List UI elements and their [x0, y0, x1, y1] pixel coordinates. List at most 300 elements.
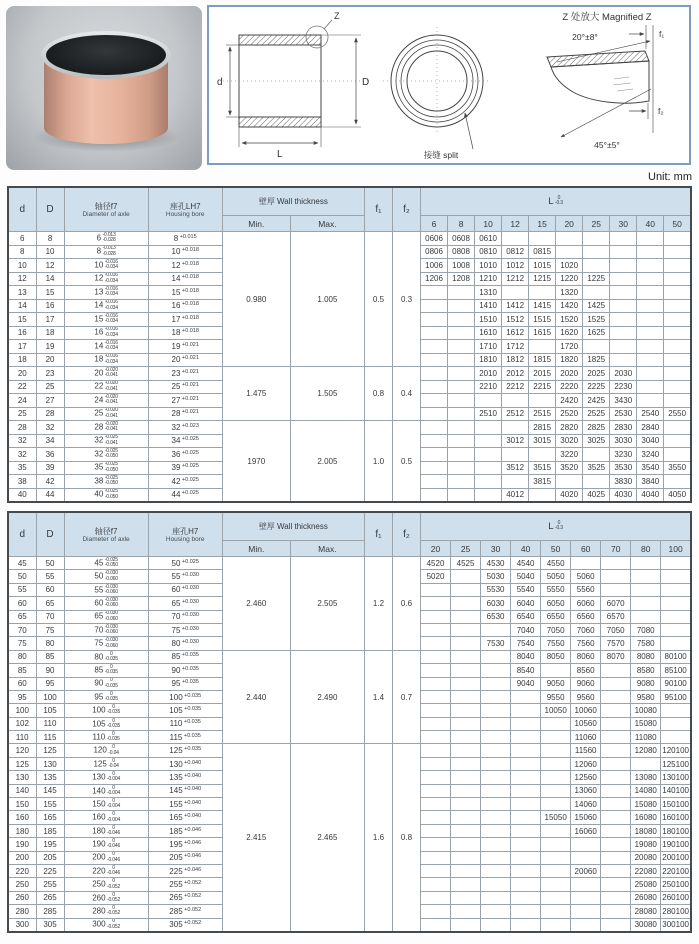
cell-part-number: 0608: [448, 232, 475, 246]
cell-part-number: [511, 824, 541, 837]
cell-D: 105: [36, 704, 64, 717]
cell-D: 110: [36, 717, 64, 730]
cell-wall-max: 2.490: [290, 650, 364, 744]
cell-part-number: [541, 838, 571, 851]
cell-axle-diameter: 160 0 -0.004: [64, 811, 148, 824]
cell-part-number: [583, 340, 610, 354]
cell-part-number: [637, 380, 664, 394]
cell-part-number: [481, 623, 511, 636]
cell-part-number: [421, 851, 451, 864]
cell-axle-diameter: 8 -0.013 -0.028: [64, 245, 148, 259]
cell-f1: 0.5: [364, 232, 392, 367]
cell-part-number: 2525: [583, 407, 610, 421]
cell-wall-min: 2.460: [222, 557, 290, 651]
col-header-length: 30: [481, 541, 511, 557]
cell-part-number: 1812: [502, 353, 529, 367]
cell-axle-diameter: 90 0 -0.035: [64, 677, 148, 690]
cell-d: 18: [8, 353, 36, 367]
cell-D: 85: [36, 650, 64, 663]
cell-part-number: [610, 340, 637, 354]
cell-part-number: 1015: [529, 259, 556, 273]
cell-part-number: 3040: [637, 434, 664, 448]
cell-part-number: 2220: [556, 380, 583, 394]
cell-part-number: [511, 771, 541, 784]
cell-part-number: 1012: [502, 259, 529, 273]
cell-part-number: 2020: [556, 367, 583, 381]
cell-part-number: [511, 918, 541, 932]
cell-part-number: [421, 380, 448, 394]
cell-part-number: [451, 731, 481, 744]
cell-part-number: [451, 891, 481, 904]
cell-housing-bore: 130 $^{+0.040}$: [148, 757, 222, 770]
cell-part-number: [541, 744, 571, 757]
cell-axle-diameter: 65 -0.030 -0.060: [64, 610, 148, 623]
cell-part-number: [601, 878, 631, 891]
cell-part-number: [481, 905, 511, 918]
cell-part-number: [481, 717, 511, 730]
cell-housing-bore: 100 $^{+0.035}$: [148, 690, 222, 703]
table-row: [8, 650, 691, 663]
cell-part-number: 26080: [631, 891, 661, 904]
cell-part-number: 1410: [475, 299, 502, 313]
cell-part-number: [421, 299, 448, 313]
cell-part-number: 3030: [610, 434, 637, 448]
cell-part-number: 7560: [571, 637, 601, 650]
cell-part-number: [502, 394, 529, 408]
cell-part-number: [451, 744, 481, 757]
cell-axle-diameter: 14 -0.016 -0.034: [64, 340, 148, 354]
col-header-length: 40: [511, 541, 541, 557]
cell-part-number: [421, 824, 451, 837]
cell-D: 130: [36, 757, 64, 770]
cell-part-number: 1815: [529, 353, 556, 367]
cell-part-number: 8080: [631, 650, 661, 663]
cell-housing-bore: 165 $^{+0.040}$: [148, 811, 222, 824]
cell-axle-diameter: 16 -0.016 -0.034: [64, 326, 148, 340]
cell-part-number: [481, 677, 511, 690]
cell-part-number: 2515: [529, 407, 556, 421]
cell-part-number: [631, 570, 661, 583]
cell-part-number: [610, 272, 637, 286]
cell-part-number: [451, 838, 481, 851]
cell-part-number: 1510: [475, 313, 502, 327]
cell-part-number: 6030: [481, 597, 511, 610]
cell-part-number: [529, 340, 556, 354]
col-header-D: D: [36, 512, 64, 557]
cell-D: 95: [36, 677, 64, 690]
cell-D: 185: [36, 824, 64, 837]
cell-part-number: 4012: [502, 488, 529, 502]
cell-part-number: [421, 488, 448, 502]
cell-part-number: 2215: [529, 380, 556, 394]
cell-D: 10: [36, 245, 64, 259]
cell-D: 90: [36, 664, 64, 677]
cell-part-number: 11060: [571, 731, 601, 744]
dimension-table-large-sizes: [7, 511, 692, 933]
cell-part-number: [601, 677, 631, 690]
cell-part-number: [451, 811, 481, 824]
cell-part-number: [664, 245, 691, 259]
cell-part-number: [541, 878, 571, 891]
cell-part-number: 160100: [661, 811, 691, 824]
cell-D: 65: [36, 597, 64, 610]
cell-d: 17: [8, 340, 36, 354]
cell-part-number: 9580: [631, 690, 661, 703]
cell-part-number: 4530: [481, 557, 511, 570]
cell-part-number: [448, 286, 475, 300]
cell-housing-bore: 85 $^{+0.035}$: [148, 650, 222, 663]
cell-d: 35: [8, 461, 36, 475]
cell-part-number: [637, 326, 664, 340]
cell-part-number: [448, 461, 475, 475]
cell-part-number: [661, 637, 691, 650]
cell-part-number: 15080: [631, 717, 661, 730]
col-header-length: 50: [664, 216, 691, 232]
cell-part-number: [631, 597, 661, 610]
cell-part-number: 6550: [541, 610, 571, 623]
cell-d: 60: [8, 677, 36, 690]
cell-D: 8: [36, 232, 64, 246]
cell-axle-diameter: 14 -0.016 -0.034: [64, 299, 148, 313]
cell-D: 145: [36, 784, 64, 797]
cell-part-number: 1208: [448, 272, 475, 286]
cell-part-number: [610, 326, 637, 340]
col-header-length: 25: [583, 216, 610, 232]
cell-part-number: 22080: [631, 864, 661, 877]
cell-part-number: 2510: [475, 407, 502, 421]
cell-part-number: [502, 475, 529, 489]
cell-part-number: [421, 340, 448, 354]
cell-housing-bore: 105 $^{+0.035}$: [148, 704, 222, 717]
cell-part-number: 1212: [502, 272, 529, 286]
cell-axle-diameter: 18 -0.016 -0.034: [64, 353, 148, 367]
cell-part-number: [601, 918, 631, 932]
cell-d: 15: [8, 313, 36, 327]
col-header-wall-thickness: 壁厚 Wall thickness: [222, 187, 364, 216]
cell-part-number: 3530: [610, 461, 637, 475]
cell-part-number: 13060: [571, 784, 601, 797]
cell-part-number: [421, 353, 448, 367]
cell-part-number: [481, 878, 511, 891]
cell-part-number: [610, 232, 637, 246]
cell-part-number: [661, 623, 691, 636]
col-header-f2: f₂: [392, 187, 420, 232]
cell-f2: 0.6: [392, 557, 420, 651]
cell-part-number: [583, 286, 610, 300]
table-row: [8, 421, 691, 435]
label-d: d: [217, 77, 223, 88]
cell-part-number: [511, 864, 541, 877]
cell-part-number: 3025: [583, 434, 610, 448]
cell-part-number: [601, 771, 631, 784]
cell-part-number: 8540: [511, 664, 541, 677]
col-header-d: d: [8, 187, 36, 232]
col-header-length: 25: [451, 541, 481, 557]
cell-axle-diameter: 45 -0.025 -0.050: [64, 557, 148, 570]
cell-part-number: [421, 664, 451, 677]
cell-part-number: 125100: [661, 757, 691, 770]
cell-part-number: [511, 744, 541, 757]
cell-f2: 0.8: [392, 744, 420, 932]
cell-part-number: 250100: [661, 878, 691, 891]
cell-axle-diameter: 15 -0.016 -0.034: [64, 313, 148, 327]
cell-axle-diameter: 10 -0.016 -0.034: [64, 259, 148, 273]
cell-part-number: [664, 394, 691, 408]
cell-part-number: [637, 259, 664, 273]
cell-part-number: [451, 918, 481, 932]
cell-part-number: 1710: [475, 340, 502, 354]
cell-d: 100: [8, 704, 36, 717]
cell-part-number: [601, 811, 631, 824]
cell-housing-bore: 36 $^{+0.025}$: [148, 448, 222, 462]
cell-part-number: [421, 597, 451, 610]
cell-part-number: 2025: [583, 367, 610, 381]
cell-D: 70: [36, 610, 64, 623]
cell-housing-bore: 23 $^{+0.021}$: [148, 367, 222, 381]
cell-part-number: 1020: [556, 259, 583, 273]
cell-d: 110: [8, 731, 36, 744]
cell-part-number: [571, 851, 601, 864]
cell-D: 14: [36, 272, 64, 286]
cell-part-number: [664, 475, 691, 489]
cell-axle-diameter: 190 0 -0.046: [64, 838, 148, 851]
cell-part-number: [661, 731, 691, 744]
cell-axle-diameter: 55 -0.030 -0.060: [64, 583, 148, 596]
cell-part-number: [661, 557, 691, 570]
f2-label: f₂: [658, 106, 664, 116]
cell-part-number: [451, 583, 481, 596]
cell-part-number: 5550: [541, 583, 571, 596]
cell-part-number: [421, 461, 448, 475]
cell-part-number: 0812: [502, 245, 529, 259]
cell-part-number: [451, 864, 481, 877]
cell-part-number: [661, 717, 691, 730]
cell-part-number: 4020: [556, 488, 583, 502]
cell-part-number: 1610: [475, 326, 502, 340]
cell-part-number: [481, 704, 511, 717]
cell-part-number: [529, 286, 556, 300]
cell-d: 22: [8, 380, 36, 394]
cell-part-number: [451, 623, 481, 636]
cell-part-number: [601, 744, 631, 757]
cell-part-number: 5030: [481, 570, 511, 583]
cell-part-number: [448, 475, 475, 489]
cell-axle-diameter: 220 0 -0.046: [64, 864, 148, 877]
col-header-length: 15: [529, 216, 556, 232]
cell-axle-diameter: 25 -0.020 -0.041: [64, 407, 148, 421]
cell-part-number: 9080: [631, 677, 661, 690]
cell-part-number: 10560: [571, 717, 601, 730]
cell-part-number: 15060: [571, 811, 601, 824]
cell-housing-bore: 205 $^{+0.046}$: [148, 851, 222, 864]
cell-part-number: 6560: [571, 610, 601, 623]
cell-D: 225: [36, 864, 64, 877]
cell-housing-bore: 15 $^{+0.018}$: [148, 286, 222, 300]
cell-part-number: [451, 704, 481, 717]
cell-d: 38: [8, 475, 36, 489]
cell-D: 135: [36, 771, 64, 784]
cell-f1: 1.6: [364, 744, 392, 932]
cell-part-number: [541, 731, 571, 744]
cell-part-number: 2820: [556, 421, 583, 435]
cell-part-number: 2520: [556, 407, 583, 421]
cell-d: 25: [8, 407, 36, 421]
cell-part-number: [583, 448, 610, 462]
cell-housing-bore: 75 $^{+0.030}$: [148, 623, 222, 636]
table-row: [8, 232, 691, 246]
cell-d: 250: [8, 878, 36, 891]
col-header-length: 12: [502, 216, 529, 232]
cell-part-number: 5530: [481, 583, 511, 596]
cell-wall-min: 1.475: [222, 367, 290, 421]
cell-f2: 0.7: [392, 650, 420, 744]
cell-f2: 0.4: [392, 367, 420, 421]
cell-part-number: 95100: [661, 690, 691, 703]
cell-part-number: [637, 299, 664, 313]
cell-f1: 1.4: [364, 650, 392, 744]
cell-part-number: [451, 784, 481, 797]
cell-part-number: 2550: [664, 407, 691, 421]
cell-part-number: [541, 891, 571, 904]
cell-part-number: [541, 798, 571, 811]
cell-part-number: 0810: [475, 245, 502, 259]
cell-part-number: 2530: [610, 407, 637, 421]
col-header-f2: f₂: [392, 512, 420, 557]
cell-part-number: 1220: [556, 272, 583, 286]
label-D: D: [362, 77, 370, 88]
cell-part-number: 130100: [661, 771, 691, 784]
cell-part-number: [421, 623, 451, 636]
cell-part-number: 1712: [502, 340, 529, 354]
cell-part-number: [481, 731, 511, 744]
cell-part-number: [541, 784, 571, 797]
cell-part-number: [661, 610, 691, 623]
cell-part-number: 7570: [601, 637, 631, 650]
cell-part-number: [448, 340, 475, 354]
cell-part-number: [601, 717, 631, 730]
cell-part-number: [664, 421, 691, 435]
cell-d: 50: [8, 570, 36, 583]
cell-part-number: [502, 448, 529, 462]
cell-part-number: [421, 784, 451, 797]
cell-part-number: [448, 326, 475, 340]
cell-part-number: [571, 557, 601, 570]
cell-part-number: 1310: [475, 286, 502, 300]
cell-part-number: [421, 918, 451, 932]
cell-housing-bore: 305 $^{+0.052}$: [148, 918, 222, 932]
cell-D: 18: [36, 326, 64, 340]
cell-part-number: 3230: [610, 448, 637, 462]
cell-part-number: 19080: [631, 838, 661, 851]
cell-part-number: 15050: [541, 811, 571, 824]
col-header-max: Max.: [290, 216, 364, 232]
col-header-min: Min.: [222, 541, 290, 557]
cell-housing-bore: 12 $^{+0.018}$: [148, 259, 222, 273]
cell-part-number: 1412: [502, 299, 529, 313]
cell-part-number: [664, 272, 691, 286]
cell-part-number: [421, 313, 448, 327]
cell-part-number: 16080: [631, 811, 661, 824]
cell-part-number: [511, 717, 541, 730]
cell-part-number: [421, 878, 451, 891]
cell-part-number: [571, 878, 601, 891]
cell-D: 16: [36, 299, 64, 313]
cell-part-number: [664, 326, 691, 340]
cell-part-number: 7040: [511, 623, 541, 636]
cell-part-number: [451, 637, 481, 650]
cell-part-number: 4520: [421, 557, 451, 570]
cell-d: 220: [8, 864, 36, 877]
cell-D: 115: [36, 731, 64, 744]
cell-housing-bore: 10 $^{+0.018}$: [148, 245, 222, 259]
cell-part-number: [451, 878, 481, 891]
cell-part-number: [631, 583, 661, 596]
cell-D: 205: [36, 851, 64, 864]
cell-axle-diameter: 180 0 -0.046: [64, 824, 148, 837]
split-label: 接缝 split: [423, 150, 459, 160]
cell-part-number: 15080: [631, 798, 661, 811]
cell-d: 70: [8, 623, 36, 636]
cell-part-number: 3840: [637, 475, 664, 489]
cell-part-number: [448, 434, 475, 448]
cell-part-number: 8050: [541, 650, 571, 663]
cell-housing-bore: 20 $^{+0.021}$: [148, 353, 222, 367]
cell-housing-bore: 50 $^{+0.025}$: [148, 557, 222, 570]
cell-D: 50: [36, 557, 64, 570]
cell-part-number: [421, 704, 451, 717]
cell-part-number: [541, 771, 571, 784]
cell-part-number: [448, 407, 475, 421]
cell-part-number: 300100: [661, 918, 691, 932]
cell-part-number: 9560: [571, 690, 601, 703]
col-header-length: 30: [610, 216, 637, 232]
cell-axle-diameter: 28 -0.020 -0.041: [64, 421, 148, 435]
cell-part-number: 5540: [511, 583, 541, 596]
cell-wall-max: 2.465: [290, 744, 364, 932]
col-header-max: Max.: [290, 541, 364, 557]
cell-part-number: [421, 583, 451, 596]
cell-part-number: 3550: [664, 461, 691, 475]
cell-part-number: [421, 286, 448, 300]
angle-bottom-label: 45°±5°: [594, 140, 620, 150]
cell-d: 20: [8, 367, 36, 381]
cell-part-number: [451, 757, 481, 770]
cell-part-number: [511, 905, 541, 918]
cell-part-number: 3525: [583, 461, 610, 475]
cell-part-number: [529, 488, 556, 502]
cell-axle-diameter: 300 0 -0.052: [64, 918, 148, 932]
cell-part-number: 8040: [511, 650, 541, 663]
cell-part-number: 2840: [637, 421, 664, 435]
cell-part-number: 1206: [421, 272, 448, 286]
cell-part-number: 4540: [511, 557, 541, 570]
cell-d: 300: [8, 918, 36, 932]
cell-D: 20: [36, 353, 64, 367]
cell-part-number: [481, 891, 511, 904]
cell-part-number: [601, 905, 631, 918]
cell-axle-diameter: 150 0 -0.004: [64, 798, 148, 811]
cell-part-number: [511, 757, 541, 770]
col-header-length: 50: [541, 541, 571, 557]
cell-part-number: 11560: [571, 744, 601, 757]
cell-f2: 0.5: [392, 421, 420, 503]
cell-part-number: [601, 731, 631, 744]
cell-D: 15: [36, 286, 64, 300]
cell-axle-diameter: 24 -0.020 -0.041: [64, 394, 148, 408]
cell-part-number: [541, 918, 571, 932]
cell-D: 12: [36, 259, 64, 273]
cell-housing-bore: 195 $^{+0.046}$: [148, 838, 222, 851]
